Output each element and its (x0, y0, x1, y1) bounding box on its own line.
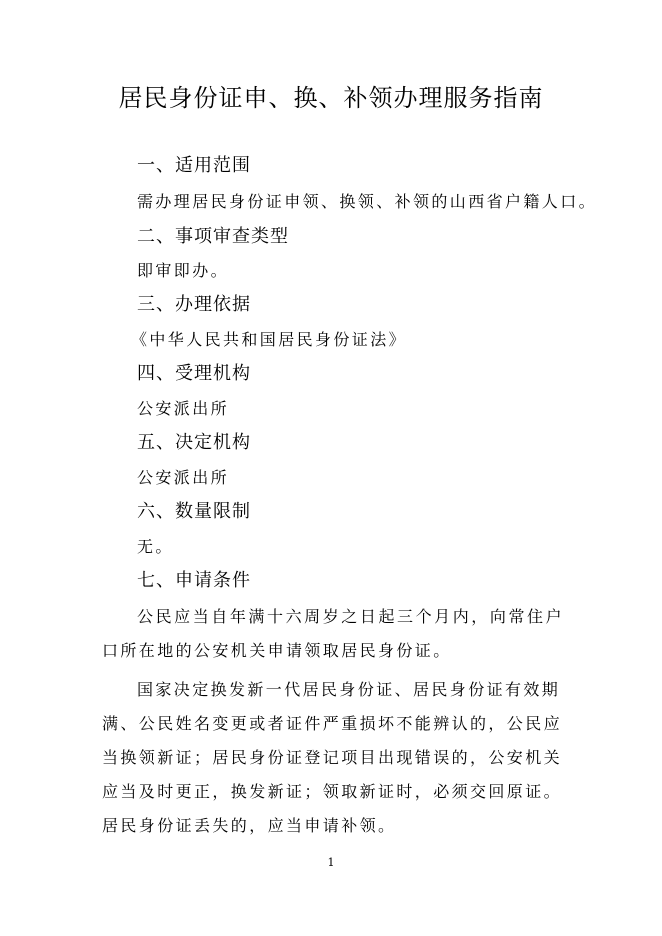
section-heading-scope: 一、适用范围 (137, 155, 251, 176)
section-body-legal-basis: 《中华人民共和国居民身份证法》 (131, 330, 408, 349)
paragraph-renewal-conditions: 国家决定换发新一代居民身份证、居民身份证有效期满、公民姓名变更或者证件严重损坏不能辨认的，公民应当换领新证；居民身份证登记项目出现错误的，公安机关应当及时更正，换发新证；领取新证时，必须交回原证。居民身份证丢失的，应当申请补领。 (102, 680, 563, 835)
section-heading-quantity-limit: 六、数量限制 (137, 501, 251, 522)
section-heading-application-conditions: 七、申请条件 (137, 570, 251, 591)
section-heading-legal-basis: 三、办理依据 (137, 294, 251, 315)
section-body-review-type: 即审即办。 (137, 261, 230, 280)
section-heading-accepting-agency: 四、受理机构 (137, 363, 251, 384)
section-heading-deciding-agency: 五、决定机构 (137, 432, 251, 453)
section-body-quantity-limit: 无。 (137, 537, 174, 556)
document-title: 居民身份证申、换、补领办理服务指南 (118, 84, 544, 112)
section-heading-review-type: 二、事项审查类型 (137, 226, 289, 247)
paragraph-application-age: 公民应当自年满十六周岁之日起三个月内，向常住户口所在地的公安机关申请领取居民身份证。 (102, 607, 564, 660)
section-body-accepting-agency: 公安派出所 (137, 399, 230, 418)
section-body-scope: 需办理居民身份证申领、换领、补领的山西省户籍人口。 (137, 192, 598, 211)
section-body-deciding-agency: 公安派出所 (137, 468, 230, 487)
page-number: 1 (327, 856, 335, 869)
